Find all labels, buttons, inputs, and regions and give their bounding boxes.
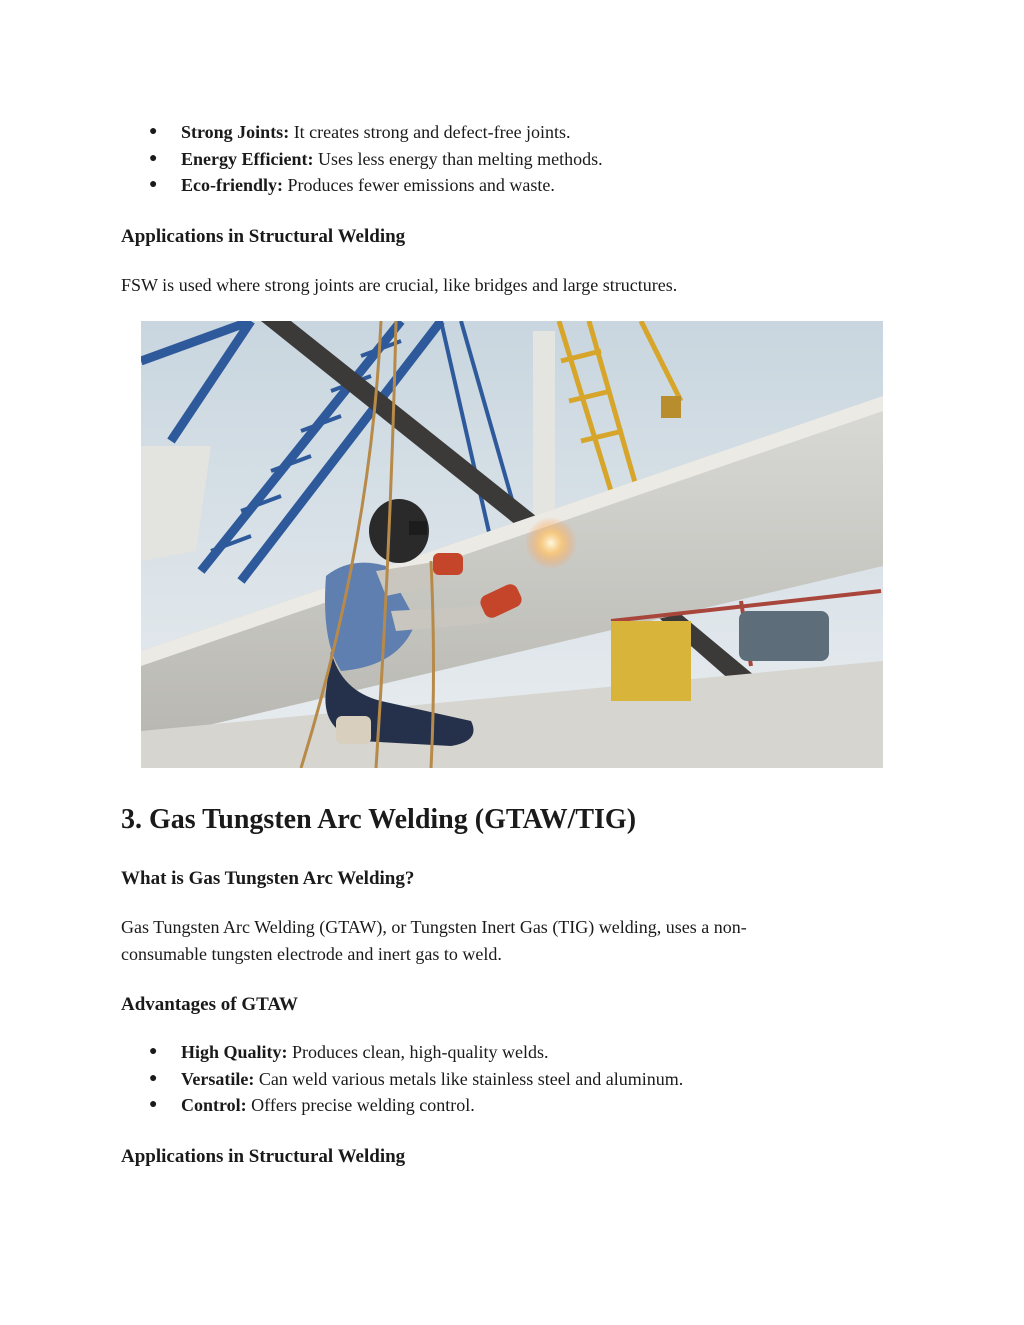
gtaw-advantages-heading: Advantages of GTAW	[121, 994, 298, 1015]
gtaw-what-heading: What is Gas Tungsten Arc Welding?	[121, 868, 415, 889]
list-item-text: It creates strong and defect-free joints.	[289, 122, 571, 142]
gtaw-what-paragraph: Gas Tungsten Arc Welding (GTAW), or Tungsten Inert Gas (TIG) welding, uses a non-consumable tungsten electrode and inert gas to weld.	[121, 917, 747, 964]
bullet-icon: ●	[149, 1070, 158, 1086]
bullet-icon: ●	[149, 1044, 158, 1059]
list-item-text: Can weld various metals like stainless steel and aluminum.	[254, 1068, 684, 1089]
bullet-icon: ●	[149, 177, 158, 192]
list-item-term: High Quality:	[181, 1042, 288, 1062]
list-item-text: Produces fewer emissions and waste.	[282, 175, 555, 195]
list-item	[121, 1066, 683, 1093]
list-item-text: Uses less energy than melting methods.	[313, 148, 603, 169]
list-item-term: Control:	[181, 1095, 247, 1115]
list-item-text: Produces clean, high-quality welds.	[287, 1042, 549, 1062]
list-item-term: Energy Efficient:	[181, 148, 314, 169]
fsw-advantages-list	[121, 119, 603, 199]
list-item	[121, 1039, 683, 1066]
welder-on-steel-beam-photo	[141, 321, 883, 768]
fsw-applications-paragraph: FSW is used where strong joints are crucial, like bridges and large structures.	[121, 275, 678, 295]
bullet-icon: ●	[149, 1097, 158, 1112]
list-item-text: Offers precise welding control.	[246, 1095, 475, 1115]
list-item	[121, 172, 603, 199]
gtaw-advantages-list	[121, 1039, 683, 1119]
list-item-term: Versatile:	[181, 1068, 255, 1089]
list-item	[121, 1092, 683, 1119]
list-item	[121, 146, 603, 173]
gtaw-applications-heading: Applications in Structural Welding	[121, 1146, 406, 1167]
bullet-icon: ●	[149, 124, 158, 139]
gtaw-section-title: 3. Gas Tungsten Arc Welding (GTAW/TIG)	[121, 804, 637, 835]
bullet-icon: ●	[149, 150, 158, 166]
list-item-term: Strong Joints:	[181, 122, 290, 142]
list-item-term: Eco-friendly:	[181, 175, 283, 195]
list-item	[121, 119, 603, 146]
fsw-applications-heading: Applications in Structural Welding	[121, 226, 406, 247]
